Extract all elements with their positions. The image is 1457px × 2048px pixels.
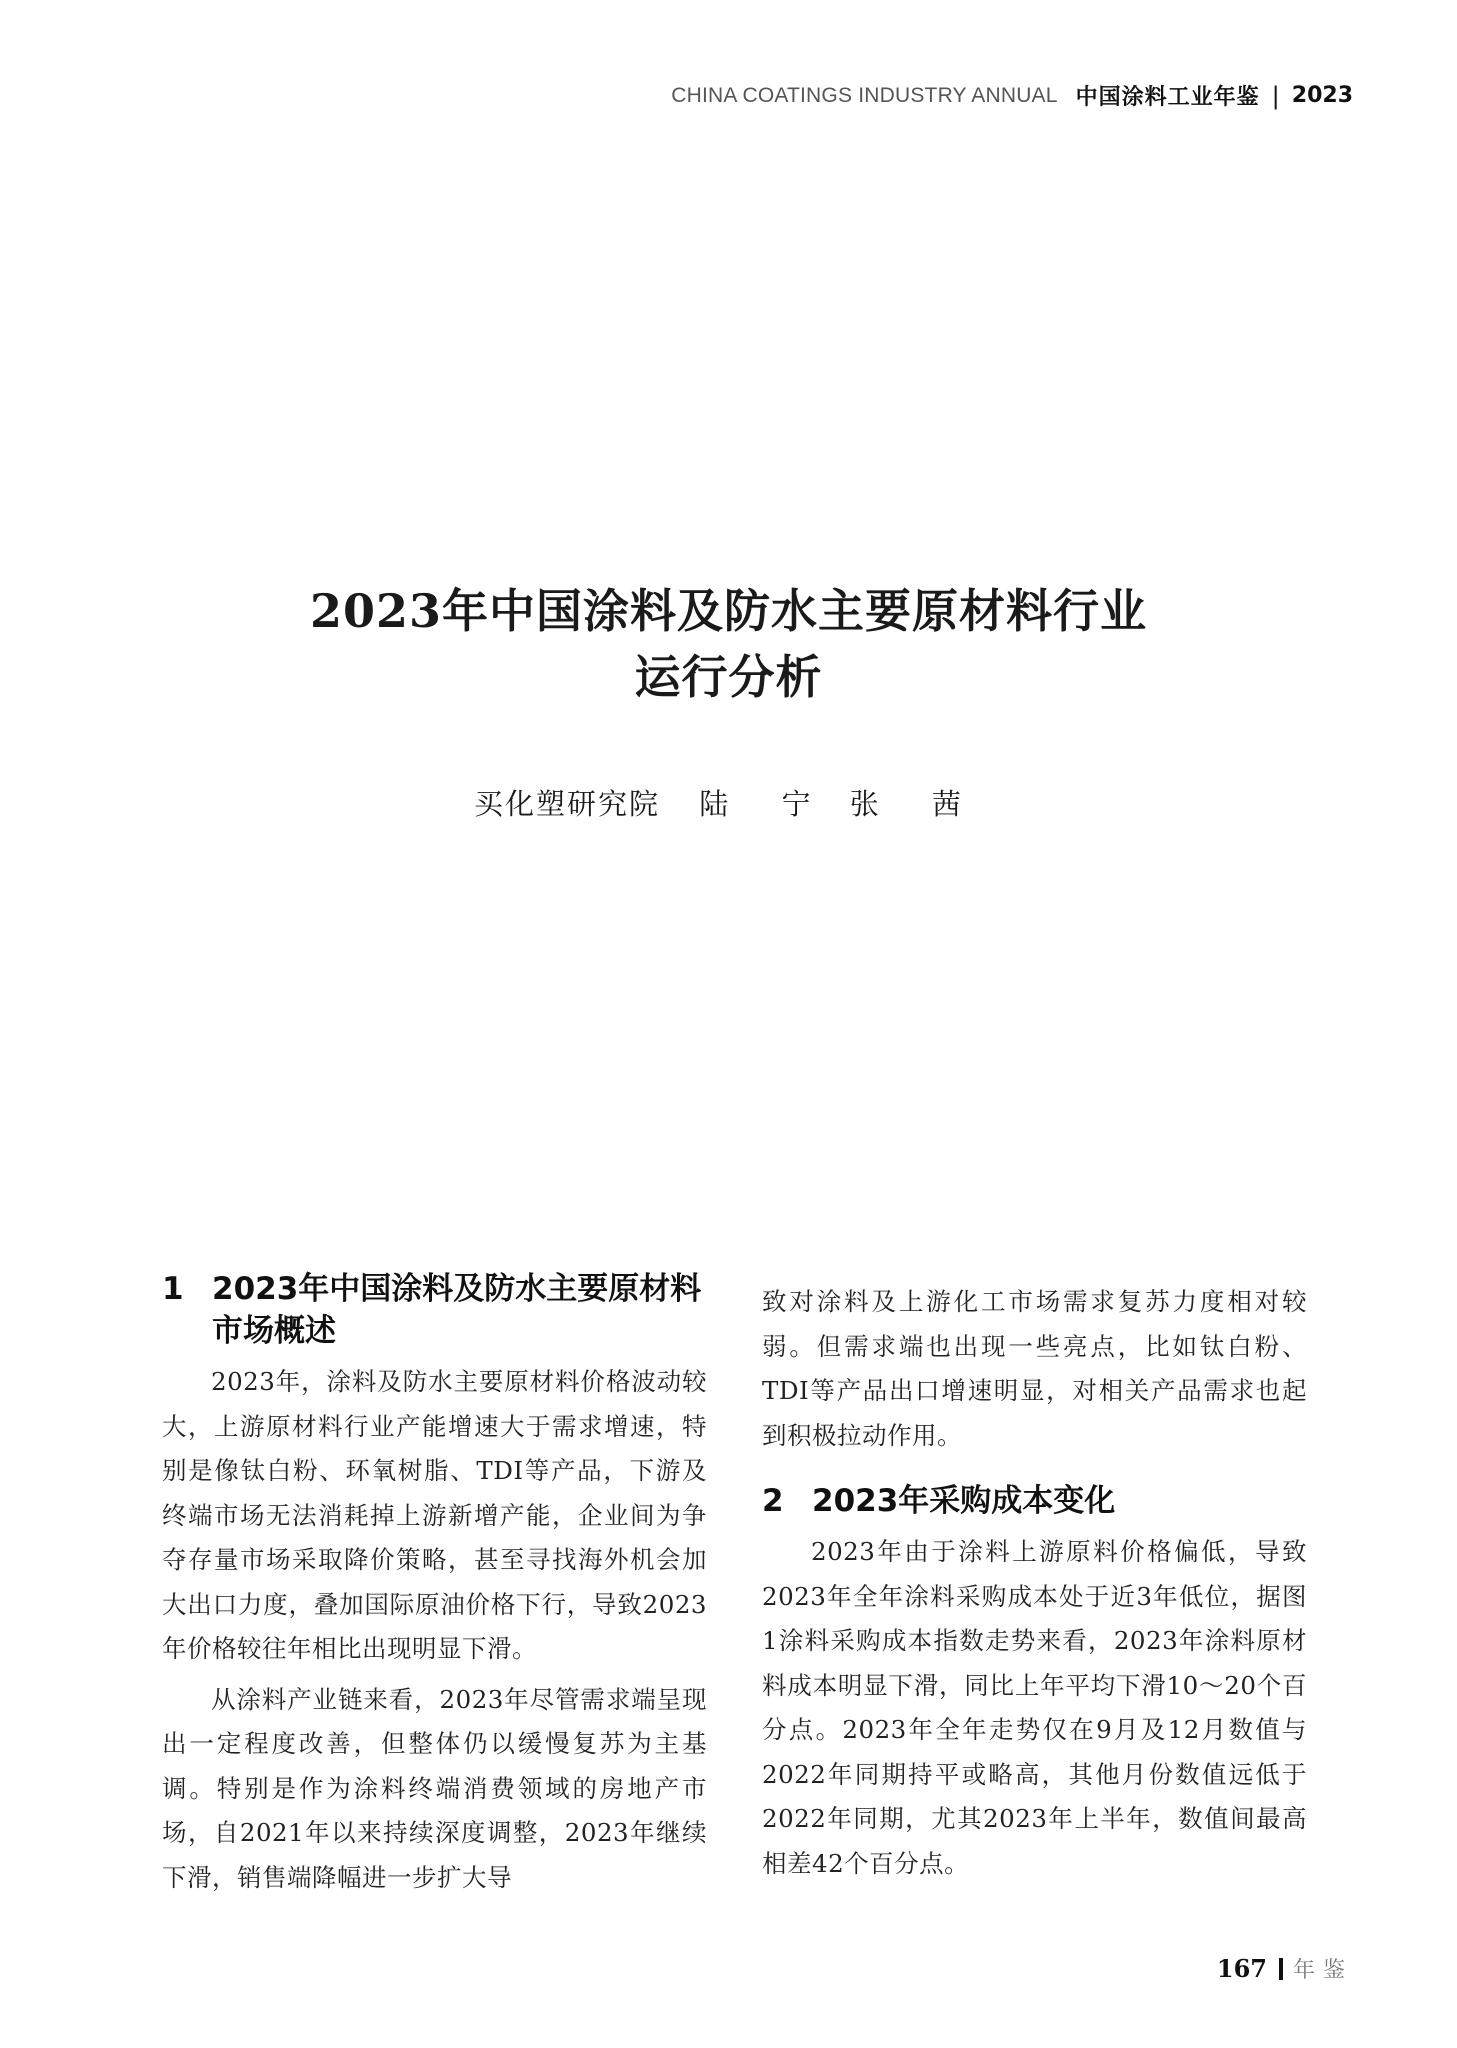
page-number: 167 [1216, 1954, 1267, 1983]
header-separator: | [1271, 81, 1280, 110]
article-title-line1: 2023年中国涂料及防水主要原材料行业 [309, 584, 1148, 638]
byline [0, 782, 1457, 823]
section-1-paragraph-2: 从涂料产业链来看，2023年尽管需求端呈现出一定程度改善，但整体仍以缓慢复苏为主基调。特别是作为涂料终端消费领域的房地产市场，自2021年以来持续深度调整，2023年继续下滑，销售端降幅进一步扩大导 [162, 1684, 707, 1892]
section-1-number: 1 [162, 1271, 184, 1307]
section-1-heading [162, 1268, 707, 1352]
footer-label: 年鉴 [1292, 1958, 1353, 1983]
section-1-paragraph-2-continuation: 致对涂料及上游化工市场需求复苏力度相对较弱。但需求端也出现一些亮点，比如钛白粉、TDI等产品出口增速明显，对相关产品需求也起到积极拉动作用。 [762, 1287, 1307, 1450]
header-chinese-title: 中国涂料工业年鉴 [1075, 85, 1260, 110]
footer-bar [1279, 1958, 1283, 1980]
section-1-title: 2023年中国涂料及防水主要原材料市场概述 [212, 1271, 702, 1349]
header-english-title: CHINA COATINGS INDUSTRY ANNUAL [671, 83, 1058, 107]
section-2-number: 2 [762, 1483, 784, 1519]
left-column [162, 1268, 707, 1900]
byline-institute: 买化塑研究院 [474, 787, 661, 821]
section-2-heading [762, 1480, 1307, 1522]
right-column [762, 1280, 1307, 1886]
byline-author-2: 张 茜 [849, 787, 983, 821]
section-2-title: 2023年采购成本变化 [812, 1483, 1116, 1519]
section-2-paragraph-1: 2023年由于涂料上游原料价格偏低，导致2023年全年涂料采购成本处于近3年低位，据图1涂料采购成本指数走势来看，2023年涂料原材料成本明显下滑，同比上年平均下滑10～20个百分点。2023年全年走势仅在9月及12月数值与2022年同期持平或略高，其他月份数值远低于2022年同期，尤其2023年上半年，数值间最高相差42个百分点。 [762, 1537, 1307, 1878]
header-year: 2023 [1291, 83, 1353, 108]
section-1-paragraph-1: 2023年，涂料及防水主要原材料价格波动较大，上游原材料行业产能增速大于需求增速，特别是像钛白粉、环氧树脂、TDI等产品，下游及终端市场无法消耗掉上游新增产能，企业间为争夺存量市场采取降价策略，甚至寻找海外机会加大出口力度，叠加国际原油价格下行，导致2023年价格较往年相比出现明显下滑。 [162, 1367, 707, 1663]
byline-author-1: 陆 宁 [699, 787, 833, 821]
article-title-line2: 运行分析 [634, 650, 823, 704]
page-footer [1217, 1953, 1353, 1984]
article-title [0, 578, 1457, 710]
running-header [671, 80, 1353, 111]
